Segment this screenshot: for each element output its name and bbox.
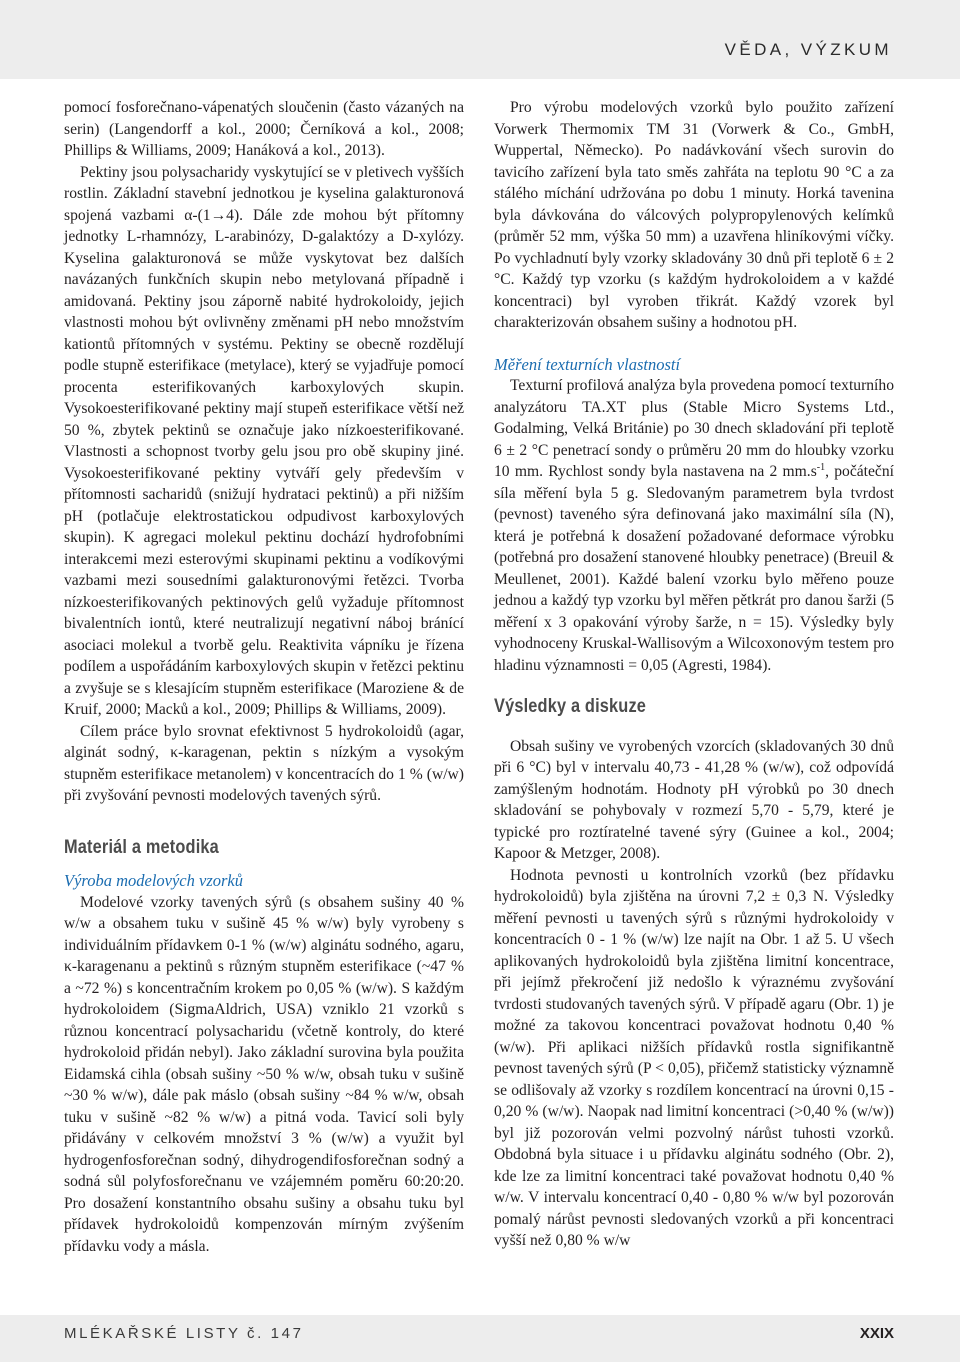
- paragraph: Pro výrobu modelových vzorků bylo použito zařízení Vorwerk Thermomix TM 31 (Vorwerk & Co., GmbH, Wuppertal, Německo). Po nadávkování všech surovin do tavicího zařízení byla tato směs zahřáta na teplotu 90 °C a za stálého míchání udržována po dobu 1 minuty. Horká tavenina byla dávkována do válcových polypropylenových kelímků (průměr 52 mm, výška 50 mm) a uzavřena hliníkovými víčky. Po vychladnutí byly vzorky skladovány 30 dnů při teplotě 6 ± 2 °C. Každý typ vzorku (s každým hydrokoloidem a v každé koncentraci) byl vyroben třikrát. Každý vzorek byl charakterizován obsahem sušiny a hodnotou pH.: [494, 99, 894, 331]
- section-label: VĚDA, VÝZKUM: [724, 40, 892, 59]
- paragraph: pomocí fosforečnano-vápenatých sloučenin (často vázaných na serin) (Langendorff a kol., 2000; Černíková a kol., 2008; Phillips & Williams, 2009; Hanáková a kol., 2013).: [64, 99, 464, 159]
- section-heading-methods: Materiál a metodika: [64, 836, 219, 858]
- paragraph: Cílem práce bylo srovnat efektivnost 5 hydrokoloidů (agar, alginát sodný, κ-karagenan, pektin s nízkým a vysokým stupněm esterifikace metanolem) v koncentracích do 1 % (w/w) při zvyšování pevnosti modelových tavených sýrů.: [64, 722, 464, 804]
- subheading-texture: Měření texturních vlastností: [494, 354, 681, 374]
- paragraph: Pektiny jsou polysacharidy vyskytující se v pletivech vyšších rostlin. Základní stavební jednotkou je kyselina galakturonová spojená vazbami α-(1→4). Dále zde mohou být přítomny jednotky L-rhamnózy, L-arabinózy, D-galaktózy a D-xylózy. Kyselina galakturonová se může vyskytovat bez dalších navázaných funkčních skupin nebo metylovaná případně i amidovaná. Pektiny jsou záporně nabité hydrokoloidy, jejich vlastnosti mohou být ovlivněny změnami pH nebo množstvím kationtů přítomných v systému. Pektiny se obecně rozdělují podle stupně esterifikace (metylace), který se vyjadřuje pomocí procenta esterifikovaných karboxylových skupin. Vysokoesterifikované pektiny mají stupeň esterifikace větší než 50 %, zbytek pektinů se označuje jako nízkoesterifikované. Vlastnosti a schopnost tvorby gelu jsou pro obě skupiny jiné. Vysokoesterifikované pektiny vytváří gely především v přítomnosti sacharidů (snižují hydrataci pektinů) a při nižším pH (potlačuje elektrostatickou odpudivost karboxylových skupin). K agregaci molekul pektinu dochází hydrofobními interakcemi mezi esterovými skupinami pektinu a vodíkovými vazbami mezi sousedními galakturonovými řetězci. Tvorba nízkoesterifikovaných pektinových gelů vyžaduje přítomnost bivalentních iontů, které neutralizují negativní náboj bránící asociaci molekul a tvorbě gelu. Reaktivita vápníku je řízena podílem a uspořádáním karboxylových skupin v řetězci pektinu a zvyšuje se s klesajícím stupněm esterifikace (Maroziene & de Kruif, 2000; Macků a kol., 2009; Phillips & Williams, 2009).: [64, 163, 464, 718]
- section-heading-results: Výsledky a diskuze: [494, 696, 647, 717]
- paragraph: Texturní profilová analýza byla provedena pomocí texturního analyzátoru TA.XT plus (Stable Micro Systems Ltd., Godalming, Velká Británie) po 30 dnech skladování při teplotě 6 ± 2 °C penetrací sondy o průměru 20 mm do hloubky vzorku 10 mm. Rychlost sondy byla nastavena na 2 $mm.s^{-1}$, počáteční síla měření byla 5 g. Sledovaným parametrem byla tvrdost (pevnost) taveného sýra definovaná jako maximální síla (N), která je potřebná k dosažení požadované deformace výrobku (potřebná pro dosažení stanovené hloubky penetrace) (Breuil & Meullenet, 2001). Každé balení vzorku bylo měřeno pouze jednou a každý typ vzorku byl měřen pětkrát pro danou šarži (5 měření x 3 opakování výroby šarže, n = 15). Výsledky byly vyhodnoceny Kruskal-Wallisovým a Wilcoxonovým testem pro hladinu významnosti = 0,05 (Agresti, 1984).: [494, 377, 894, 674]
- page-header-band: [0, 0, 960, 79]
- page-number: XXIX: [859, 1325, 894, 1342]
- left-column: [64, 97, 464, 1257]
- paragraph: Hodnota pevnosti u kontrolních vzorků (bez přídavku hydrokoloidů) byla zjištěna na úrovni 7,2 ± 0,3 N. Výsledky měření pevnosti u tavených sýrů s různými hydrokoloidy v koncentracích 0 - 1 % (w/w) lze najít na Obr. 1 až 5. U všech aplikovaných hydrokoloidů byla zjištěna limitní koncentrace, při jejímž překročení již nedošlo k výraznému zvyšování tvrdosti studovaných tavených sýrů. V případě agaru (Obr. 1) je možné za takovou koncentraci považovat hodnotu 0,40 % (w/w). Při aplikaci nižších přídavků rostla signifikantně pevnost tavených sýrů (P < 0,05), přičemž statisticky významně se odlišovaly až vzorky s rozdílem koncentrací na úrovni 0,15 - 0,20 % (w/w). Naopak nad limitní koncentraci (>0,40 % (w/w)) byl již pozorován velmi pozvolný nárůst tuhosti vzorků. Obdobná byla situace i u přídavku alginátu sodného (Obr. 2), kde lze za limitní koncentraci také považovat hodnotu 0,40 % w/w. V intervalu koncentrací 0,40 - 0,80 % w/w byl pozorován pomalý nárůst pevnosti sledovaných vzorků a při koncentraci vyšší než 0,80 % w/w: [494, 866, 894, 1249]
- journal-name: MLÉKAŘSKÉ LISTY č. 147: [64, 1325, 304, 1342]
- subheading-samples: Výroba modelových vzorků: [64, 871, 243, 890]
- page-footer-band: [0, 1315, 960, 1362]
- paragraph: Modelové vzorky tavených sýrů (s obsahem sušiny 40 % w/w a obsahem tuku v sušině 45 % w/w) byly vyrobeny s individuálním přídavkem 0-1 % (w/w) alginátu sodného, agaru, κ-karagenanu a pektinů s různým stupněm esterifikace (~47 % a ~72 %) s koncentračním krokem po 0,05 % (w/w). S každým hydrokoloidem (SigmaAldrich, USA) vzniklo 21 vzorků s různou koncentrací polysacharidu (včetně kontroly, do které hydrokoloid přidán nebyl). Jako základní surovina byla použita Eidamská cihla (obsah sušiny ~50 % w/w, obsah tuku v sušině ~30 % w/w), dále pak máslo (obsah sušiny ~84 % w/w, obsah tuku v sušině ~82 % w/w) a pitná voda. Tavicí soli byly přidávány v celkovém množství 3 % (w/w) a využit byl hydrogenfosforečnan sodný, dihydrogendifosforečnan sodný a sodná sůl polyfosforečnanu ve vzájemném poměru 60:20:20. Pro dosažení konstantního obsahu sušiny a obsahu tuku byl přídavek hydrokoloidů kompenzován mírným zvýšením přídavku vody a másla.: [64, 893, 464, 1255]
- right-column: [494, 97, 894, 1252]
- paragraph: Obsah sušiny ve vyrobených vzorcích (skladovaných 30 dnů při 6 °C) byl v intervalu 40,73 - 41,28 % (w/w), což odpovídá zamýšleným hodnotám. Hodnoty pH výrobků po 30 dnech skladování se pohybovaly v rozmezí 5,70 - 5,79, které je typické pro roztíratelné tavené sýry (Guinee a kol., 2004; Kapoor & Metzger, 2008).: [494, 737, 894, 862]
